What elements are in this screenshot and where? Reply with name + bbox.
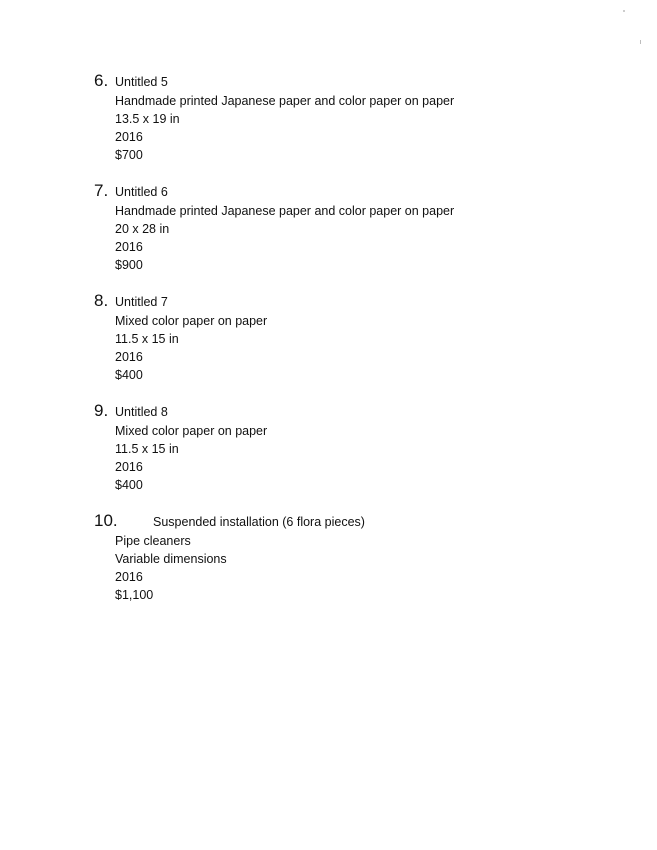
artwork-title: Untitled 6: [115, 185, 168, 199]
artwork-dimensions: 11.5 x 15 in: [115, 442, 179, 456]
entry-number: 8.: [94, 291, 109, 310]
artwork-price: $700: [115, 148, 143, 162]
artwork-details: [115, 92, 454, 164]
artwork-medium: Pipe cleaners: [115, 534, 191, 548]
artwork-medium: Handmade printed Japanese paper and color paper on paper: [115, 204, 455, 218]
entry-number: 6.: [94, 71, 109, 90]
artwork-details: [115, 532, 227, 604]
artwork-title: Untitled 5: [115, 75, 168, 89]
scan-speck: [623, 10, 625, 12]
artwork-year: 2016: [115, 460, 143, 474]
artwork-year: 2016: [115, 130, 143, 144]
artwork-medium: Handmade printed Japanese paper and color paper on paper: [115, 94, 455, 108]
artwork-details: [115, 312, 267, 384]
artwork-year: 2016: [115, 570, 143, 584]
entry-number: 9.: [94, 401, 109, 420]
artwork-price: $1,100: [115, 588, 154, 602]
artwork-title: Suspended installation (6 flora pieces): [153, 515, 365, 529]
entry-number: 7.: [94, 181, 109, 200]
artwork-medium: Mixed color paper on paper: [115, 314, 268, 328]
artwork-medium: Mixed color paper on paper: [115, 424, 268, 438]
entry-number: 10.: [94, 511, 118, 530]
artwork-dimensions: 20 x 28 in: [115, 222, 170, 236]
artwork-details: [115, 202, 454, 274]
artwork-price: $400: [115, 368, 143, 382]
artwork-dimensions: 13.5 x 19 in: [115, 112, 180, 126]
artwork-title: Untitled 8: [115, 405, 168, 419]
artwork-details: [115, 422, 267, 494]
scan-speck: [640, 40, 641, 44]
artwork-dimensions: Variable dimensions: [115, 552, 227, 566]
artwork-dimensions: 11.5 x 15 in: [115, 332, 179, 346]
artwork-year: 2016: [115, 240, 143, 254]
artwork-year: 2016: [115, 350, 143, 364]
artwork-price: $400: [115, 478, 143, 492]
artwork-price: $900: [115, 258, 143, 272]
artwork-title: Untitled 7: [115, 295, 168, 309]
